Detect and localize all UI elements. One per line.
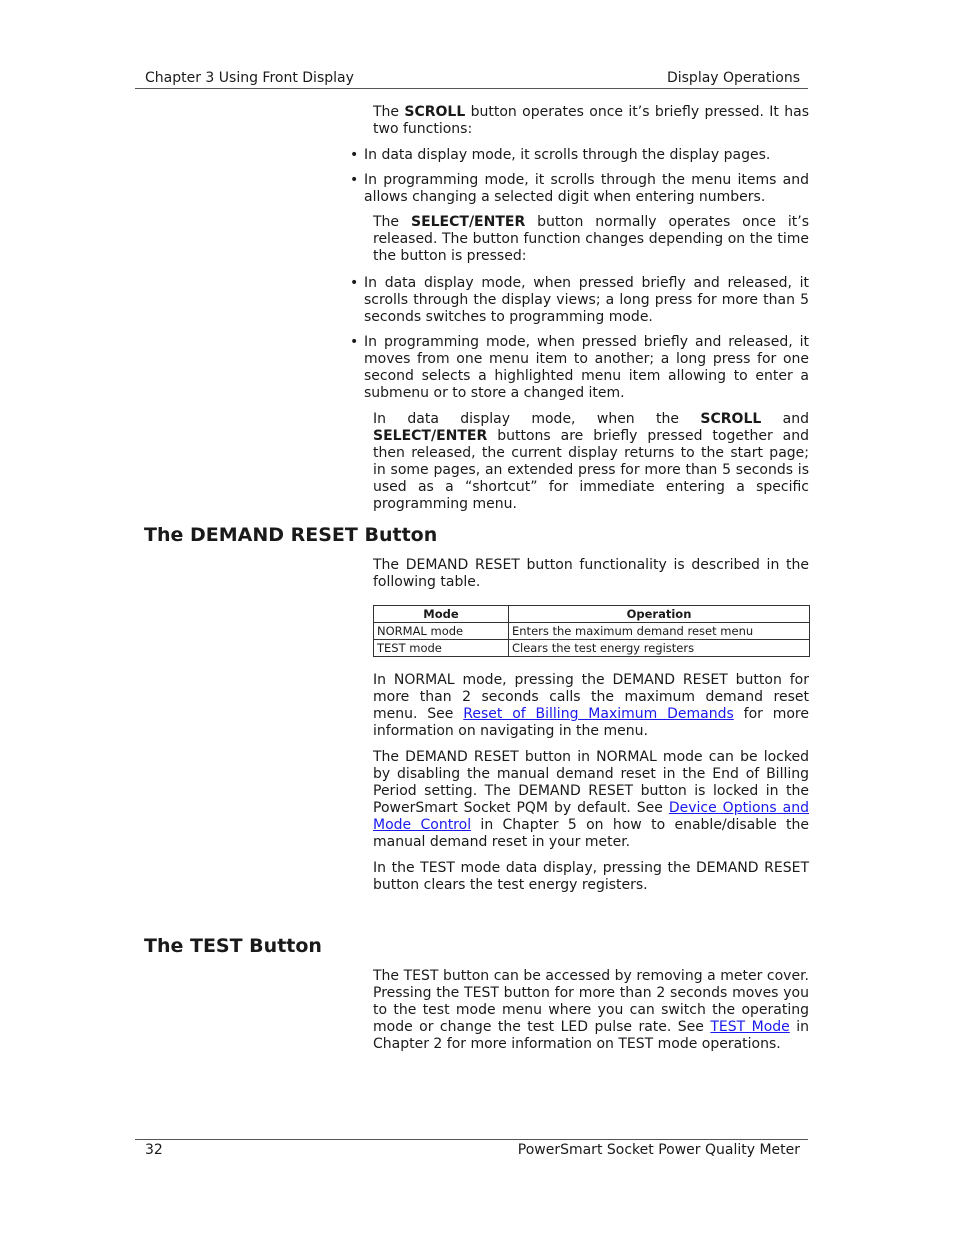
scroll-bullet-list: [350, 147, 809, 214]
table-row: [374, 640, 810, 657]
demand-paragraph-2: The DEMAND RESET button in NORMAL mode can be locked by disabling the manual demand reset in the End of Billing Period setting. The DEMAND RESET button is locked in the PowerSmart Socket PQM by default. See Device Options and Mode Control in Chapter 5 on how to enable/disable the manual demand reset in your meter.: [373, 749, 810, 850]
header-section: Display Operations: [666, 70, 800, 86]
demand-paragraph-1: In NORMAL mode, pressing the DEMAND RESET button for more than 2 seconds calls the maximum demand reset menu. See Reset of Billing Maximum Demands for more information on navigating in the menu.: [373, 672, 809, 739]
mode-table: [373, 605, 810, 657]
select-bullet-list: [350, 275, 809, 410]
demand-paragraph-3: In the TEST mode data display, pressing the DEMAND RESET button clears the test energy registers.: [373, 860, 809, 893]
table-cell: Clears the test energy registers: [509, 640, 810, 657]
combo-paragraph: In data display mode, when the SCROLL and SELECT/ENTER buttons are briefly pressed together and then released, the current display returns to the start page; in some pages, an extended press for more than 5 seconds is used as a “shortcut” for immediate entering a specific programming menu.: [373, 411, 810, 512]
demand-intro: The DEMAND RESET button functionality is described in the following table.: [373, 557, 809, 590]
select-intro: The SELECT/ENTER button normally operates once it’s released. The button function changes depending on the time the button is pressed:: [373, 214, 809, 264]
list-item: • In programming mode, when pressed briefly and released, it moves from one menu item to another; a long press for one second selects a highlighted menu item allowing to enter a submenu or to store a changed item.: [350, 334, 809, 401]
list-item: • In data display mode, it scrolls through the display pages.: [350, 147, 771, 163]
column-header-mode: Mode: [374, 606, 509, 623]
page-footer: [135, 1139, 808, 1164]
reset-billing-link[interactable]: Reset of Billing Maximum Demands: [463, 706, 734, 722]
list-item: • In programming mode, it scrolls through the menu items and allows changing a selected digit when entering numbers.: [350, 172, 809, 205]
header-chapter: Chapter 3 Using Front Display: [145, 70, 354, 86]
test-paragraph: The TEST button can be accessed by removing a meter cover. Pressing the TEST button for more than 2 seconds moves you to the test mode menu where you can switch the operating mode or change the test LED pulse rate. See TEST Mode in Chapter 2 for more information on TEST mode operations.: [373, 968, 809, 1052]
table-cell: TEST mode: [374, 640, 509, 657]
demand-paragraphs: [373, 672, 809, 903]
test-mode-link[interactable]: TEST Mode: [710, 1019, 790, 1035]
page-number: 32: [145, 1142, 163, 1158]
scroll-intro: The SCROLL button operates once it’s briefly pressed. It has two functions:: [373, 104, 809, 137]
table-header-row: [374, 606, 810, 623]
list-item: • In data display mode, when pressed briefly and released, it scrolls through the display views; a long press for more than 5 seconds switches to programming mode.: [350, 275, 809, 325]
footer-title: PowerSmart Socket Power Quality Meter: [517, 1142, 800, 1158]
column-header-operation: Operation: [509, 606, 810, 623]
test-button-heading: The TEST Button: [144, 935, 322, 957]
table-cell: NORMAL mode: [374, 623, 509, 640]
table-row: [374, 623, 810, 640]
demand-reset-heading: The DEMAND RESET Button: [144, 524, 438, 546]
device-options-link[interactable]: Device Options and Mode Control: [373, 800, 809, 833]
page-header: [135, 69, 808, 89]
table-cell: Enters the maximum demand reset menu: [509, 623, 810, 640]
